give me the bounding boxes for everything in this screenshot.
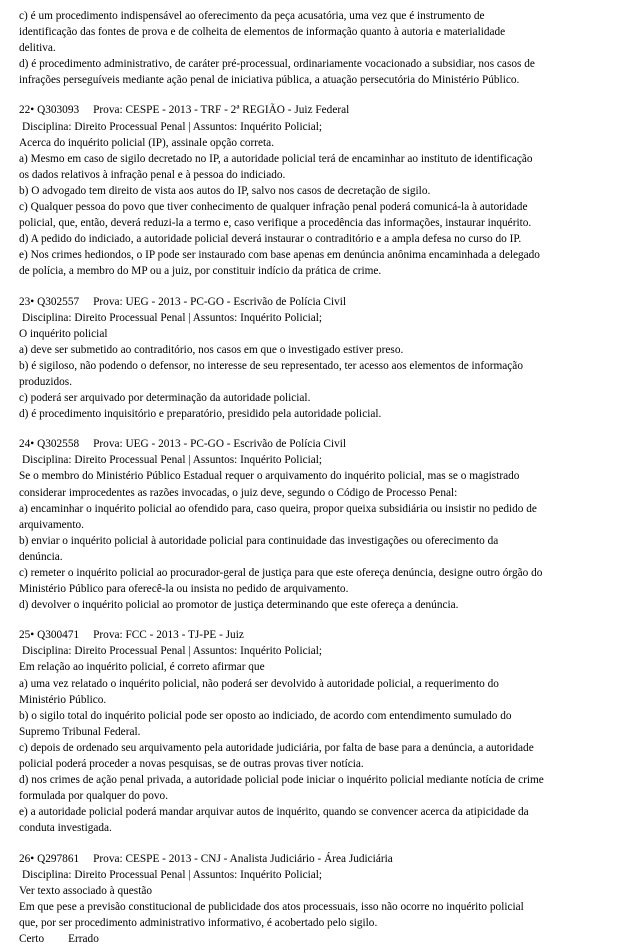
question-line: Ministério Público. [19,692,625,708]
discipline-line: Disciplina: Direito Processual Penal | Assuntos: Inquérito Policial; [19,867,625,883]
question-line: c) Qualquer pessoa do povo que tiver conhecimento de qualquer infração penal poderá comunicá-la à autoridade [19,199,625,215]
question-line: Ministério Público para oferecê-la ou insista no pedido de arquivamento. [19,581,625,597]
question-line: Em relação ao inquérito policial, é correto afirmar que [19,659,625,675]
question-line: policial, que, então, deverá reduzi-la a termo e, caso verifique a procedência das informações, instaurar inquérito. [19,215,625,231]
question-25 [19,627,625,836]
question-id: 23• Q302557 [19,296,79,308]
question-24 [19,436,625,613]
question-line: Em que pese a previsão constitucional de publicidade dos atos processuais, isso não ocorre no inquérito policial [19,899,625,915]
question-line: Acerca do inquérito policial (IP), assinale opção correta. [19,135,625,151]
question-line: b) o sigilo total do inquérito policial pode ser oposto ao indiciado, de acordo com entendimento sumulado do [19,708,625,724]
question-line: e) a autoridade policial poderá mandar arquivar autos de inquérito, quando se convencer acerca da atipicidade da [19,804,625,820]
exam-info: Prova: UEG - 2013 - PC-GO - Escrivão de Polícia Civil [93,438,346,450]
previous-question-options [19,8,625,88]
question-22 [19,102,625,279]
question-line: d) nos crimes de ação penal privada, a autoridade policial pode iniciar o inquérito policial mediante notícia de crime [19,772,625,788]
answer-errado: Errado [68,933,99,945]
question-header [19,627,625,643]
option-line: c) é um procedimento indispensável ao oferecimento da peça acusatória, uma vez que é instrumento de [19,8,625,24]
question-line: O inquérito policial [19,326,625,342]
question-line: Supremo Tribunal Federal. [19,724,625,740]
question-line: formulada por qualquer do povo. [19,788,625,804]
option-line: delitiva. [19,40,625,56]
question-line: b) é sigiloso, não podendo o defensor, no interesse de seu representado, ter acesso aos elementos de informação [19,358,625,374]
question-line: produzidos. [19,374,625,390]
question-line: denúncia. [19,549,625,565]
discipline-line: Disciplina: Direito Processual Penal | Assuntos: Inquérito Policial; [19,452,625,468]
question-id: 24• Q302558 [19,438,79,450]
question-id: 25• Q300471 [19,629,79,641]
question-line: Se o membro do Ministério Público Estadual requer o arquivamento do inquérito policial, mas se o magistrado [19,468,625,484]
option-line: d) é procedimento administrativo, de caráter pré-processual, ordinariamente vocacionado a subsidiar, nos casos de [19,56,625,72]
answer-certo: Certo [19,933,44,945]
question-line: policial poderá proceder a novas pesquisas, se de outras provas tiver notícia. [19,756,625,772]
question-line: d) A pedido do indiciado, a autoridade policial deverá instaurar o contraditório e a ampla defesa no curso do IP. [19,231,625,247]
question-line: b) enviar o inquérito policial à autoridade policial para continuidade das investigações ou oferecimento da [19,533,625,549]
answer-options [19,931,625,947]
option-line: identificação das fontes de prova e de colheita de elementos de informação quanto à autoria e materialidade [19,24,625,40]
discipline-line: Disciplina: Direito Processual Penal | Assuntos: Inquérito Policial; [19,643,625,659]
exam-info: Prova: CESPE - 2013 - CNJ - Analista Judiciário - Área Judiciária [93,853,393,865]
question-line: e) Nos crimes hediondos, o IP pode ser instaurado com base apenas em denúncia anônima encaminhada a delegado [19,247,625,263]
question-26 [19,851,625,947]
question-line: d) é procedimento inquisitório e preparatório, presidido pela autoridade policial. [19,406,625,422]
question-header [19,102,625,118]
question-23 [19,294,625,423]
question-line: que, por ser procedimento administrativo informativo, é acobertado pelo sigilo. [19,915,625,931]
discipline-line: Disciplina: Direito Processual Penal | Assuntos: Inquérito Policial; [19,119,625,135]
question-line: a) deve ser submetido ao contraditório, nos casos em que o investigado estiver preso. [19,342,625,358]
question-header [19,851,625,867]
discipline-line: Disciplina: Direito Processual Penal | Assuntos: Inquérito Policial; [19,310,625,326]
question-header [19,436,625,452]
question-line: a) uma vez relatado o inquérito policial, não poderá ser devolvido à autoridade policial, a requerimento do [19,676,625,692]
question-line: Ver texto associado à questão [19,883,625,899]
exam-info: Prova: FCC - 2013 - TJ-PE - Juiz [93,629,244,641]
question-line: a) Mesmo em caso de sigilo decretado no IP, a autoridade policial terá de encaminhar ao instituto de identificação [19,151,625,167]
question-id: 22• Q303093 [19,104,79,116]
question-header [19,294,625,310]
question-line: considerar improcedentes as razões invocadas, o juiz deve, segundo o Código de Processo Penal: [19,485,625,501]
question-line: c) depois de ordenado seu arquivamento pela autoridade judiciária, por falta de base para a denúncia, a autoridade [19,740,625,756]
question-line: arquivamento. [19,517,625,533]
question-line: c) poderá ser arquivado por determinação da autoridade policial. [19,390,625,406]
document-page [19,8,625,947]
question-line: d) devolver o inquérito policial ao promotor de justiça determinando que este ofereça a denúncia. [19,597,625,613]
exam-info: Prova: UEG - 2013 - PC-GO - Escrivão de Polícia Civil [93,296,346,308]
option-line: infrações perseguíveis mediante ação penal de iniciativa pública, a atuação persecutória do Ministério Público. [19,72,625,88]
question-id: 26• Q297861 [19,853,79,865]
question-line: a) encaminhar o inquérito policial ao ofendido para, caso queira, propor queixa subsidiária ou insistir no pedido de [19,501,625,517]
question-line: b) O advogado tem direito de vista aos autos do IP, salvo nos casos de decretação de sigilo. [19,183,625,199]
exam-info: Prova: CESPE - 2013 - TRF - 2ª REGIÃO - Juiz Federal [93,104,349,116]
question-line: c) remeter o inquérito policial ao procurador-geral de justiça para que este ofereça denúncia, designe outro órgão do [19,565,625,581]
question-line: conduta investigada. [19,820,625,836]
question-line: os dados relativos à infração penal e à pessoa do indiciado. [19,167,625,183]
question-line: de polícia, a membro do MP ou a juiz, por constituir indício da prática de crime. [19,263,625,279]
